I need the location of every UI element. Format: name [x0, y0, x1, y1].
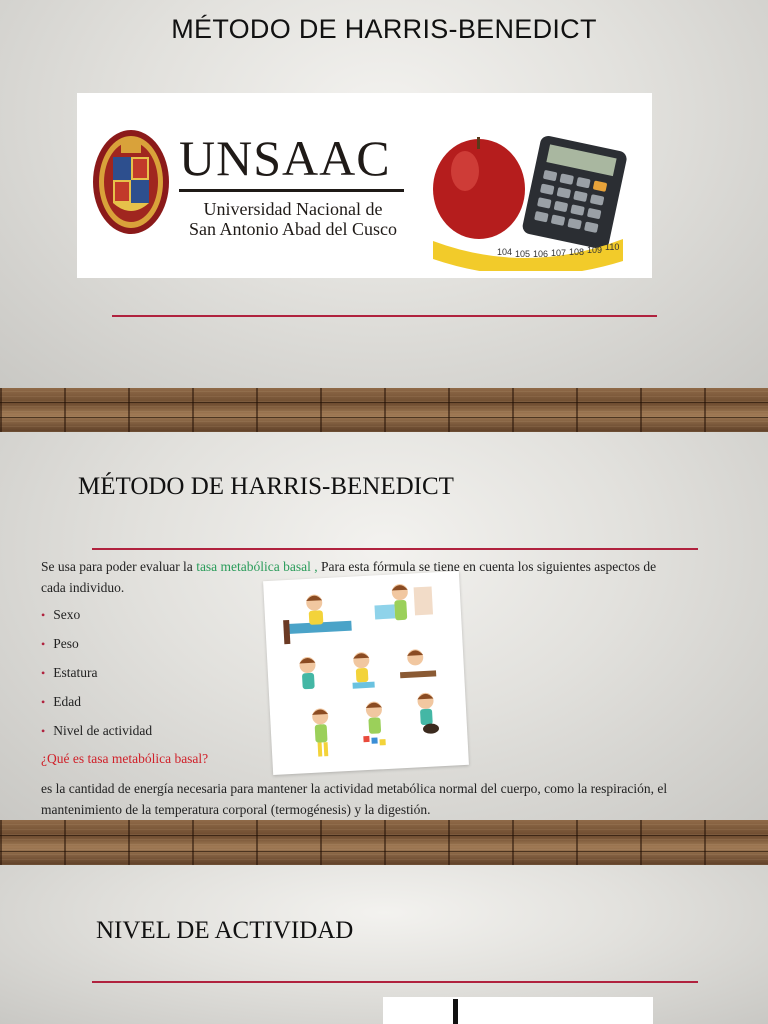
- question-text: ¿Qué es tasa metabólica basal?: [41, 751, 209, 766]
- children-activities-illustration: [263, 571, 469, 775]
- tape-number: 106: [533, 249, 549, 259]
- university-name-line-2: San Antonio Abad del Cusco: [189, 219, 397, 239]
- intro-text: Se usa para poder evaluar la: [41, 559, 197, 574]
- aspects-list: [41, 604, 152, 749]
- slide-2-divider: [92, 548, 698, 550]
- kids-activities-icon: [263, 571, 469, 775]
- list-item: • Edad: [41, 694, 81, 709]
- table-edge: [453, 999, 458, 1024]
- university-seal-icon: [91, 127, 171, 237]
- wood-floor-divider: [0, 388, 768, 432]
- slide-3: [0, 865, 768, 1024]
- tape-number: 109: [587, 245, 603, 255]
- tape-number: 108: [569, 247, 585, 257]
- slide-3-title: NIVEL DE ACTIVIDAD: [96, 917, 354, 944]
- list-item: • Peso: [41, 636, 79, 651]
- unsaac-logo-banner: [77, 93, 652, 278]
- slide-1: [0, 0, 768, 388]
- tape-number: 110: [605, 242, 620, 252]
- unsaac-wordmark: UNSAAC: [179, 130, 391, 186]
- tape-number: 107: [551, 248, 567, 258]
- slide-2: [0, 432, 768, 820]
- slide-1-divider: [112, 315, 657, 317]
- highlight-term: tasa metabólica basal ,: [196, 559, 318, 574]
- slide-1-title: MÉTODO DE HARRIS-BENEDICT: [171, 14, 597, 44]
- slide-2-title: MÉTODO DE HARRIS-BENEDICT: [78, 473, 454, 500]
- intro-text-rest: Para esta fórmula se tiene en cuenta los siguientes aspectos de cada individuo.: [41, 559, 657, 595]
- apple-calculator-tape-icon: [427, 131, 627, 271]
- list-item: • Estatura: [41, 665, 98, 680]
- slide-3-divider: [92, 981, 698, 983]
- list-item: • Nivel de actividad: [41, 723, 153, 738]
- answer-paragraph: es la cantidad de energía necesaria para mantener la actividad metabólica normal del cuerpo, como la respiración, el mantenimiento de la temperatura corporal (termogénesis) y la digestión.: [41, 781, 668, 817]
- university-name-line-1: Universidad Nacional de: [203, 199, 383, 219]
- wood-floor-divider: [0, 820, 768, 865]
- list-item: • Sexo: [41, 607, 81, 622]
- activity-table-image: [383, 997, 653, 1024]
- tape-number: 104: [497, 247, 513, 257]
- wordmark-rule: [179, 189, 404, 192]
- tape-number: 105: [515, 249, 531, 259]
